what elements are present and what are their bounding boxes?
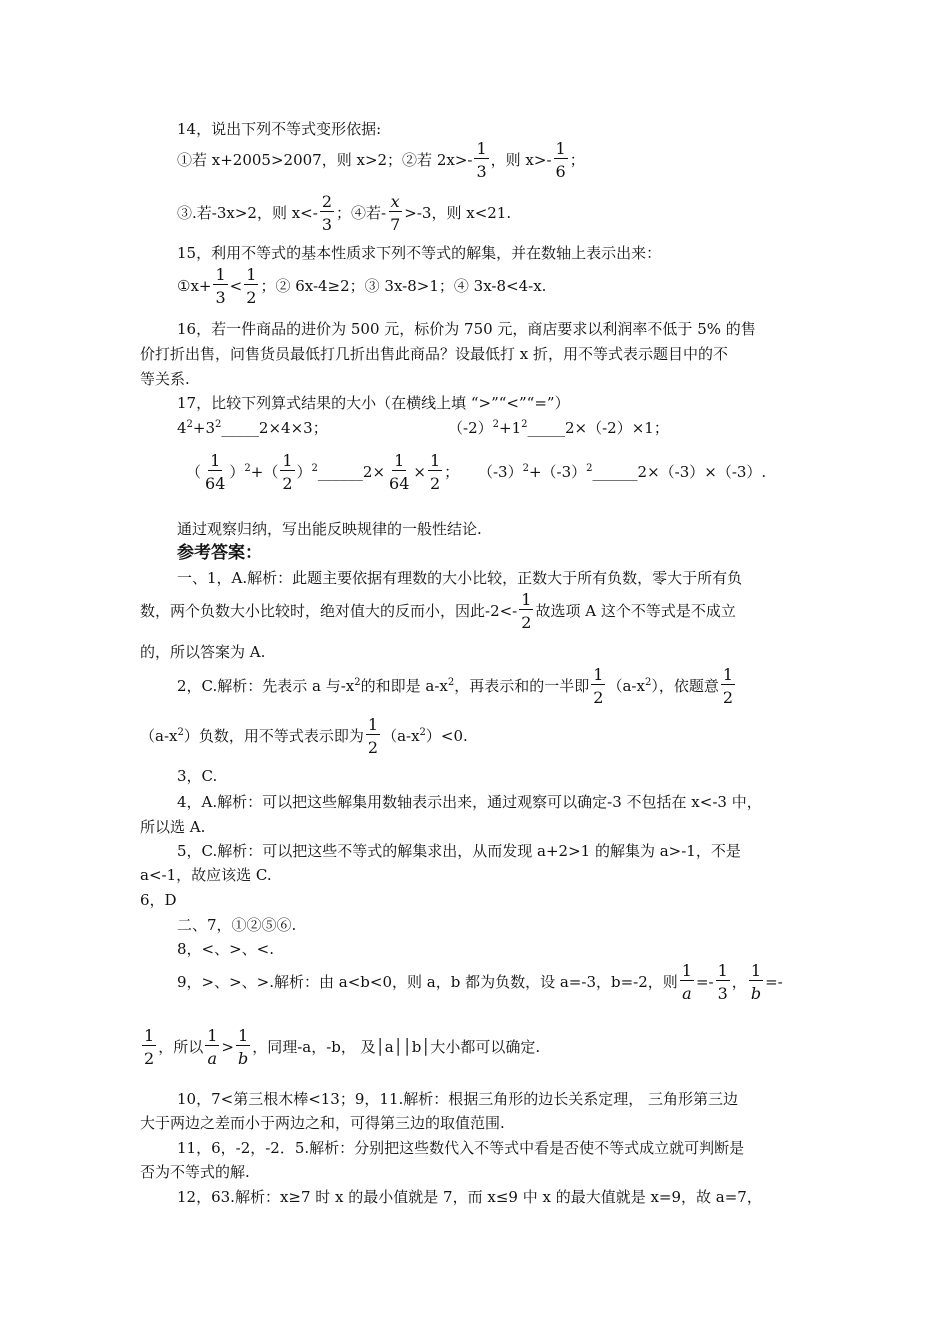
q15-text: < (229, 276, 243, 295)
answer-4-line1: 4，A.解析：可以把这些解集用数轴表示出来，通过观察可以确定-3 不包括在 x<-3 中， (177, 793, 762, 811)
answer-text: 的和即是 a-x (360, 676, 448, 695)
answer-text: ，同理-a，-b， 及│a││b│大小都可以确定. (252, 1037, 541, 1056)
fraction: $\frac{1}{2}$ (246, 265, 257, 308)
answer-text: 故选项 A 这个不等式是不成立 (535, 601, 736, 620)
fraction: $\frac{1}{2}$ (521, 590, 532, 633)
q15-title: 15，利用不等式的基本性质求下列不等式的解集，并在数轴上表示出来： (177, 244, 662, 262)
answer-2-line2 (140, 716, 468, 758)
exponent: 2 (244, 462, 251, 474)
fraction: $\frac{1}{2}$ (722, 665, 734, 708)
fraction: $\frac{1}{b}$ (237, 1026, 249, 1069)
q16-line1: 16，若一件商品的进价为 500 元，标价为 750 元，商店要求以利润率不低于 5% 的售 (177, 320, 756, 338)
q15-line1 (177, 266, 546, 308)
q17-text: ______2×（-3）×（-3）. (592, 462, 767, 481)
q17-text: × (413, 462, 426, 481)
answer-9-line2 (140, 1027, 540, 1069)
fraction: $\frac{1}{2}$ (282, 451, 293, 494)
answer-text: ）负数，用不等式表示即为 (183, 726, 364, 745)
answer-10-line2: 大于两边之差而小于两边之和，可得第三边的取值范围. (140, 1114, 505, 1132)
answer-text: ， (731, 972, 747, 991)
exponent: 2 (521, 419, 528, 430)
q14-text: ； (569, 150, 585, 169)
q17-text: ______2× (317, 462, 386, 481)
answer-5-line2: a<-1，故应该选 C. (140, 866, 272, 884)
q17-text: 4 (177, 419, 187, 437)
answer-7: 二、7，①②⑤⑥. (177, 916, 297, 934)
exponent: 2 (492, 419, 499, 430)
q17-text: （ (186, 462, 202, 481)
answer-text: ，再表示和的一半即 (454, 676, 590, 695)
answer-text: ，所以 (158, 1037, 204, 1056)
fraction: $\frac{1}{2}$ (144, 1026, 155, 1069)
exponent: 2 (586, 462, 593, 474)
answer-text: 数，两个负数大小比较时，绝对值大的反而小，因此-2<- (140, 601, 518, 620)
answer-text: 9，>、>、>.解析：由 a<b<0，则 a，b 都为负数，设 a=-3，b=-2，则 (177, 972, 678, 991)
answer-text: （a-x (140, 726, 178, 745)
fraction: $\frac{1}{2}$ (429, 451, 441, 494)
exponent: 2 (186, 419, 193, 430)
q17-text: +3 (192, 419, 216, 437)
exponent: 2 (177, 726, 184, 738)
answer-10-line1: 10，7<第三根木棒<13；9，11.解析：根据三角形的边长关系定理， 三角形第三边 (177, 1090, 739, 1108)
fraction: $\frac{1}{b}$ (750, 961, 762, 1004)
q14-line2 (177, 193, 511, 235)
answer-4-line2: 所以选 A. (140, 818, 206, 836)
q14-text: ①若 x+2005>2007，则 x>2；②若 2x>- (177, 150, 473, 169)
fraction: $\frac{1}{2}$ (593, 665, 604, 708)
exponent: 2 (419, 726, 426, 738)
q14-text: ；④若- (336, 203, 387, 222)
answer-5-line1: 5，C.解析：可以把这些不等式的解集求出，从而发现 a+2>1 的解集为 a>-1，不是 (177, 842, 741, 860)
answer-3: 3，C. (177, 767, 218, 785)
answer-text: =- (695, 972, 714, 991)
fraction: $\frac{1}{a}$ (681, 961, 692, 1004)
answer-text: ），依题意 (651, 676, 719, 695)
q17-text: +（ (250, 462, 279, 481)
exponent: 2 (644, 676, 652, 688)
q15-text: ①x+ (177, 276, 212, 295)
q17-title: 17，比较下列算式结果的大小（在横线上填 “>”“<”“=”） (177, 394, 570, 412)
answer-9-line1 (177, 962, 783, 1004)
answer-text: ）<0. (425, 726, 468, 745)
answer-8: 8，<、>、<. (177, 940, 275, 958)
fraction: $\frac{1}{3}$ (215, 265, 226, 308)
q15-text: ；② 6x-4≥2；③ 3x-8>1；④ 3x-8<4-x. (260, 276, 547, 295)
answer-1-line1: 一、1，A.解析：此题主要依据有理数的大小比较，正数大于所有负数，零大于所有负 (177, 569, 743, 587)
answer-1-line2 (140, 591, 736, 633)
q17-row1-right (448, 421, 669, 436)
answer-11-line2: 否为不等式的解. (140, 1163, 250, 1181)
q14-text: ③.若-3x>2，则 x<- (177, 203, 318, 222)
fraction: $\frac{1}{3}$ (717, 961, 728, 1004)
answer-2-line1 (177, 666, 737, 708)
q17-text: ） (229, 462, 245, 481)
fraction: $\frac{1}{2}$ (367, 715, 379, 758)
q14-title: 14，说出下列不等式变形依据: (177, 120, 382, 138)
q17-text: （-2） (448, 419, 493, 437)
answer-text: （a-x (382, 726, 420, 745)
q17-text: ） (296, 462, 312, 481)
q17-text: +（-3） (528, 462, 587, 481)
fraction: $\frac{1}{a}$ (207, 1026, 218, 1069)
q16-line2: 价打折出售，问售货员最低打几折出售此商品？设最低打 x 折，用不等式表示题目中的不 (140, 345, 728, 363)
fraction: $\frac{1}{64}$ (389, 451, 410, 494)
answer-text: > (221, 1037, 234, 1056)
fraction: $\frac{x}{7}$ (390, 192, 401, 235)
fraction: $\frac{1}{64}$ (205, 451, 226, 494)
q17-text: （-3） (477, 462, 523, 481)
exponent: 2 (522, 462, 529, 474)
q14-line1 (177, 140, 585, 182)
q17-text: _____2×（-2）×1； (527, 419, 669, 437)
q14-text: >-3，则 x<21. (404, 203, 512, 222)
q17-row2 (186, 452, 766, 494)
exponent: 2 (215, 419, 222, 430)
answer-11-line1: 11，6，-2，-2．5.解析：分别把这些数代入不等式中看是否使不等式成立就可判断是 (177, 1139, 745, 1157)
fraction: $\frac{1}{6}$ (555, 139, 566, 182)
q14-text: ，则 x>- (490, 150, 552, 169)
q17-row1-left (177, 421, 328, 436)
q17-text: +1 (499, 419, 522, 437)
answer-text: 2，C.解析：先表示 a 与-x (177, 676, 355, 695)
answer-6: 6，D (140, 891, 177, 909)
q17-text: ； (444, 462, 460, 481)
q17-text: _____2×4×3； (221, 419, 328, 437)
fraction: $\frac{2}{3}$ (321, 192, 333, 235)
exponent: 2 (311, 462, 318, 474)
answer-text: （a-x (607, 676, 645, 695)
answer-text: =- (765, 972, 783, 991)
answer-1-line3: 的，所以答案为 A. (140, 643, 266, 661)
q17-conclusion: 通过观察归纳，写出能反映规律的一般性结论. (177, 520, 482, 538)
answer-12: 12，63.解析：x≥7 时 x 的最小值就是 7，而 x≤9 中 x 的最大值就是 x=9，故 a=7， (177, 1188, 762, 1206)
fraction: $\frac{1}{3}$ (476, 139, 487, 182)
answers-heading: 参考答案： (177, 543, 262, 563)
exponent: 2 (447, 676, 455, 688)
exponent: 2 (354, 676, 361, 688)
q16-line3: 等关系. (140, 370, 190, 388)
